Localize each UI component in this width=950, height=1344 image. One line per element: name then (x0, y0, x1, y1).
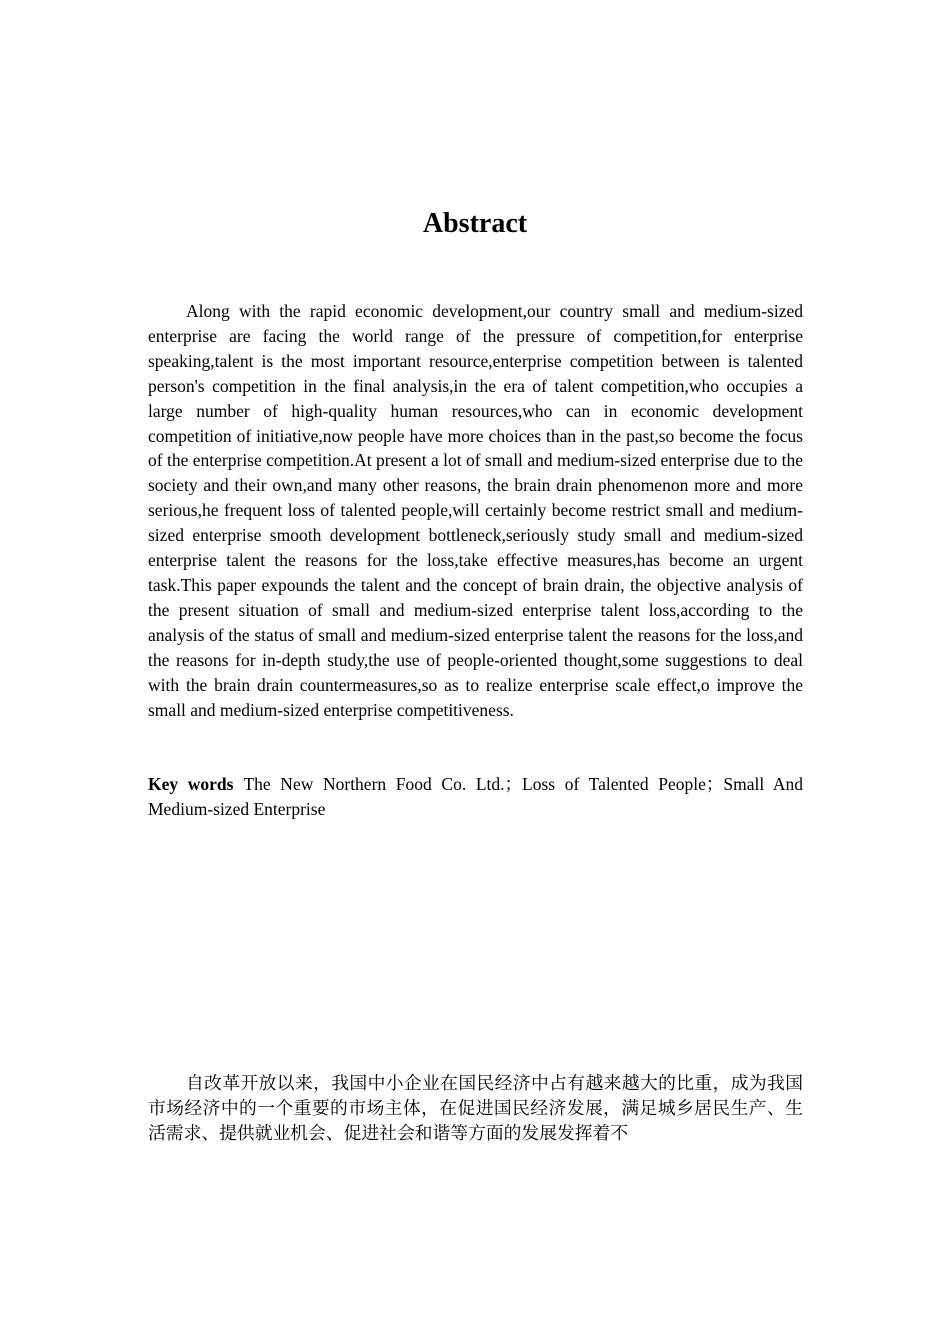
abstract-paragraph: Along with the rapid economic development,our country small and medium-sized enterprise are facing the world range of the pressure of competition,for enterprise speaking,talent is the most important resource,enterprise competition between is talented person's competition in the final analysis,in the era of talent competition,who occupies a large number of high-quality human resources,who can in economic development competition of initiative,now people have more choices than in the past,so become the focus of the enterprise competition.At present a lot of small and medium-sized enterprise due to the society and their own,and many other reasons, the brain drain phenomenon more and more serious,he frequent loss of talented people,will certainly become restrict small and medium-sized enterprise smooth development bottleneck,seriously study small and medium-sized enterprise talent the reasons for the loss,take effective measures,has become an urgent task.This paper expounds the talent and the concept of brain drain, the objective analysis of the present situation of small and medium-sized enterprise talent loss,according to the analysis of the status of small and medium-sized enterprise talent the reasons for the loss,and the reasons for in-depth study,the use of people-oriented thought,some suggestions to deal with the brain drain countermeasures,so as to realize enterprise scale effect,o improve the small and medium-sized enterprise competitiveness. (148, 301, 803, 720)
chinese-paragraph: 自改革开放以来，我国中小企业在国民经济中占有越来越大的比重，成为我国市场经济中的一个重要的市场主体，在促进国民经济发展，满足城乡居民生产、生活需求、提供就业机会、促进社会和谐等方面的发展发挥着不 (148, 1073, 803, 1144)
abstract-title: Abstract (422, 208, 528, 239)
keywords-text: The New Northern Food Co. Ltd.；Loss of Talented People；Small And Medium-sized Enterprise (148, 774, 803, 819)
keywords-line (148, 772, 803, 822)
keywords-label: Key words (148, 774, 234, 794)
